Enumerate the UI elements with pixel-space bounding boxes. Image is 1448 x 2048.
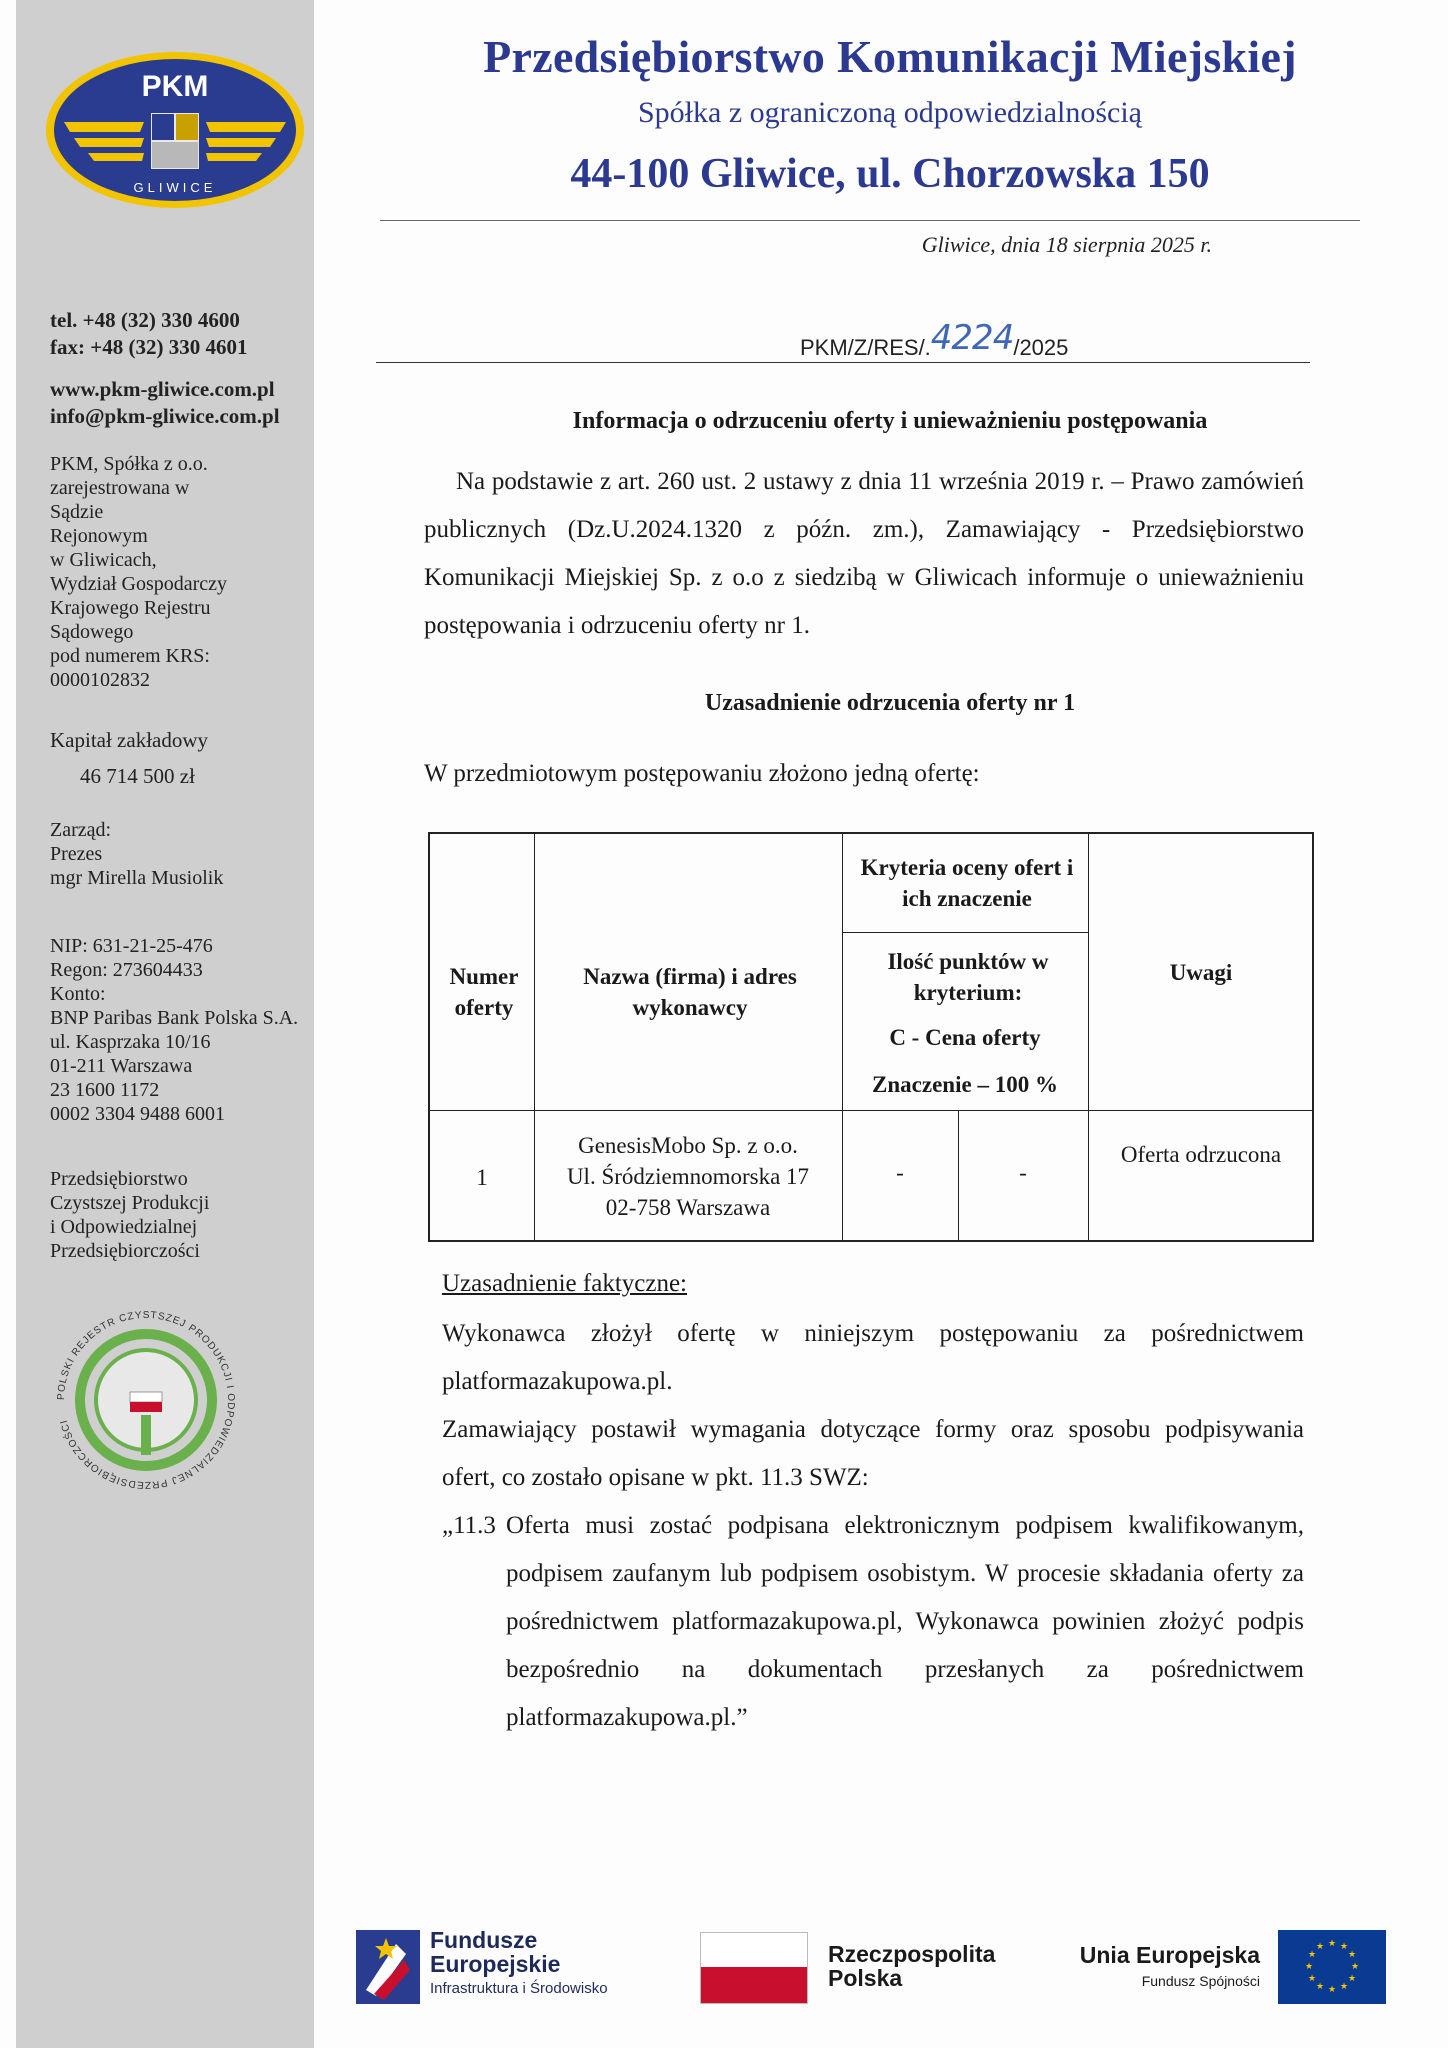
registration-line: Krajowego Rejestru (50, 597, 211, 619)
clean-production-line: Przedsiębiorstwo (50, 1168, 188, 1190)
legal-form: Spółka z ograniczoną odpowiedzialnością (638, 96, 1142, 129)
registration-line: zarejestrowana w (50, 477, 190, 499)
registration-line: Sądowego (50, 621, 134, 643)
table-header-points: Ilość punktów w kryterium: (887, 949, 1049, 1005)
reference-number (800, 318, 1069, 364)
svg-text:POLSKI REJESTR CZYSTSZEJ PRODU: POLSKI REJESTR CZYSTSZEJ PRODUKCJI I ODPOWIEDZIALNEJ PRZEDSIĘBIORCZOŚCI (55, 1309, 237, 1491)
web-block (50, 376, 280, 430)
sidebar (16, 0, 314, 2048)
header-divider (380, 220, 1360, 221)
board-line: Zarząd: (50, 819, 112, 841)
logo-city: GLIWICE (133, 180, 217, 195)
registration-line: pod numerem KRS: (50, 645, 210, 667)
table-row-contractor (538, 1116, 838, 1236)
email: info@pkm-gliwice.com.pl (50, 404, 280, 428)
table-row-score-a: - (896, 1159, 904, 1185)
justification-body (442, 1310, 1304, 1502)
clean-production-seal-icon (46, 1300, 246, 1500)
contact-block (50, 307, 247, 361)
svg-text:★: ★ (1339, 1982, 1349, 1992)
svg-text:★: ★ (1327, 1939, 1337, 1949)
clean-production-line: Przedsiębiorczości (50, 1240, 200, 1262)
table-header-criteria: Kryteria oceny ofert i ich znaczenie (860, 855, 1074, 911)
svg-text:★: ★ (1315, 1982, 1325, 1992)
table-header-contractor: Nazwa (firma) i adres wykonawcy (583, 964, 797, 1020)
svg-text:★: ★ (1350, 1962, 1360, 1972)
table-header-price: C - Cena oferty (889, 1024, 1041, 1050)
fe-subtitle: Infrastruktura i Środowisko (430, 1980, 608, 1997)
funding-footer (350, 1920, 1410, 2010)
registration-block (50, 452, 227, 692)
ue-title: Unia Europejska (1079, 1942, 1260, 1968)
capital-block (50, 722, 208, 794)
swz-quote (442, 1502, 1304, 1742)
capital-value: 46 714 500 zł (80, 764, 195, 788)
company-address: 44-100 Gliwice, ul. Chorzowska 150 (570, 151, 1210, 197)
fe-title-1: Fundusze (430, 1927, 538, 1953)
fax: fax: +48 (32) 330 4601 (50, 335, 248, 359)
reference-divider (376, 362, 1310, 363)
eu-text (1070, 1942, 1260, 1989)
company-id-line: ul. Kasprzaka 10/16 (50, 1031, 211, 1053)
clean-production-line: i Odpowiedzialnej (50, 1216, 198, 1238)
intro-paragraph (424, 458, 1304, 650)
contractor-name: GenesisMobo Sp. z o.o. (578, 1132, 798, 1158)
quote-text: Oferta musi zostać podpisana elektronicznym podpisem kwalifikowanym, podpisem zaufanym lub podpisem osobistym. W procesie składania oferty za pośrednictwem platformazakupowa.pl, Wykonawca powinien złożyć podpis bezpośrednio na dokumentach przesłanych za pośrednictwem platformazakupowa.pl.” (506, 1512, 1304, 1731)
table-header-number: Numer oferty (449, 964, 519, 1020)
registration-line: 0000102832 (50, 669, 150, 691)
registration-line: Wydział Gospodarczy (50, 573, 228, 595)
document-title: Informacja o odrzuceniu oferty i unieważnieniu postępowania (572, 408, 1208, 434)
company-id-line: 0002 3304 9488 6001 (50, 1103, 225, 1125)
svg-text:★: ★ (1327, 1985, 1337, 1995)
date-line: Gliwice, dnia 18 sierpnia 2025 r. (921, 232, 1212, 257)
table-row-notes: Oferta odrzucona (1120, 1141, 1282, 1167)
intro-text: Na podstawie z art. 260 ust. 2 ustawy z dnia 11 września 2019 r. – Prawo zamówień publicznych (Dz.U.2024.1320 z późn. zm.), Zamawiający - Przedsiębiorstwo Komunikacji Miejskiej Sp. z o.o z siedzibą w Gliwicach informuje o unieważnieniu postępowania i odrzuceniu oferty nr 1. (424, 468, 1304, 639)
company-id-line: Regon: 273604433 (50, 959, 203, 981)
company-id-line: 23 1600 1172 (50, 1079, 160, 1101)
capital-label: Kapitał zakładowy (50, 728, 209, 752)
justification-paragraph-1: Wykonawca złożył ofertę w niniejszym postępowaniu za pośrednictwem platformazakupowa.pl. (442, 1320, 1304, 1395)
svg-text:★: ★ (1307, 1974, 1317, 1984)
contractor-street: Ul. Śródziemnomorska 17 (566, 1163, 810, 1189)
svg-text:★: ★ (1315, 1942, 1325, 1952)
eu-flag-icon (1278, 1930, 1386, 2004)
svg-text:★: ★ (1339, 1942, 1349, 1952)
registration-line: Sądzie (50, 501, 104, 523)
board-line: mgr Mirella Musiolik (50, 867, 224, 889)
company-ids-block (50, 934, 298, 1126)
table-row-score-b: - (1019, 1159, 1027, 1185)
company-id-line: Konto: (50, 983, 106, 1005)
republic-of-poland-text (828, 1942, 995, 1990)
quote-number: „11.3 (442, 1512, 496, 1539)
clean-production-line: Czystszej Produkcji (50, 1192, 210, 1214)
rp-line-1: Rzeczpospolita (828, 1941, 996, 1967)
registration-line: PKM, Spółka z o.o. (50, 453, 208, 475)
registration-line: w Gliwicach, (50, 549, 157, 571)
board-line: Prezes (50, 843, 103, 865)
lead-text: W przedmiotowym postępowaniu złożono jedną ofertę: (424, 760, 980, 787)
board-block (50, 818, 223, 890)
justification-title: Uzasadnienie faktyczne: (442, 1270, 688, 1297)
rp-line-2: Polska (828, 1965, 903, 1991)
company-name: Przedsiębiorstwo Komunikacji Miejskiej (483, 31, 1297, 82)
registration-line: Rejonowym (50, 525, 148, 547)
ue-subtitle: Fundusz Spójności (1141, 1973, 1260, 1989)
reference-handwritten-number: 4224 (930, 318, 1014, 358)
clean-production-block (50, 1167, 209, 1263)
logo-text: PKM (141, 70, 209, 103)
reference-prefix: PKM/Z/RES/. (800, 335, 931, 360)
offers-table (428, 832, 1314, 1242)
phone: tel. +48 (32) 330 4600 (50, 308, 240, 332)
rejection-subtitle: Uzasadnienie odrzucenia oferty nr 1 (704, 690, 1076, 716)
polish-flag-icon (700, 1932, 808, 2004)
table-header-weight: Znaczenie – 100 % (872, 1071, 1058, 1097)
svg-text:★: ★ (1307, 1950, 1317, 1960)
table-header-notes: Uwagi (1169, 959, 1233, 985)
european-funds-logo-icon (356, 1930, 420, 2004)
company-id-line: NIP: 631-21-25-476 (50, 935, 213, 957)
european-funds-text (430, 1928, 608, 1997)
company-id-line: 01-211 Warszawa (50, 1055, 193, 1077)
company-id-line: BNP Paribas Bank Polska S.A. (50, 1007, 299, 1029)
fe-title-2: Europejskie (430, 1951, 561, 1977)
contractor-city: 02-758 Warszawa (605, 1194, 771, 1220)
pkm-logo (44, 50, 306, 210)
justification-paragraph-2: Zamawiający postawił wymagania dotyczące formy oraz sposobu podpisywania ofert, co zostało opisane w pkt. 11.3 SWZ: (442, 1416, 1304, 1491)
svg-text:★: ★ (1347, 1974, 1357, 1984)
reference-suffix: /2025 (1013, 335, 1069, 360)
svg-text:★: ★ (1304, 1962, 1314, 1972)
table-row-number: 1 (476, 1164, 488, 1190)
website: www.pkm-gliwice.com.pl (50, 377, 275, 401)
svg-text:★: ★ (1347, 1950, 1357, 1960)
